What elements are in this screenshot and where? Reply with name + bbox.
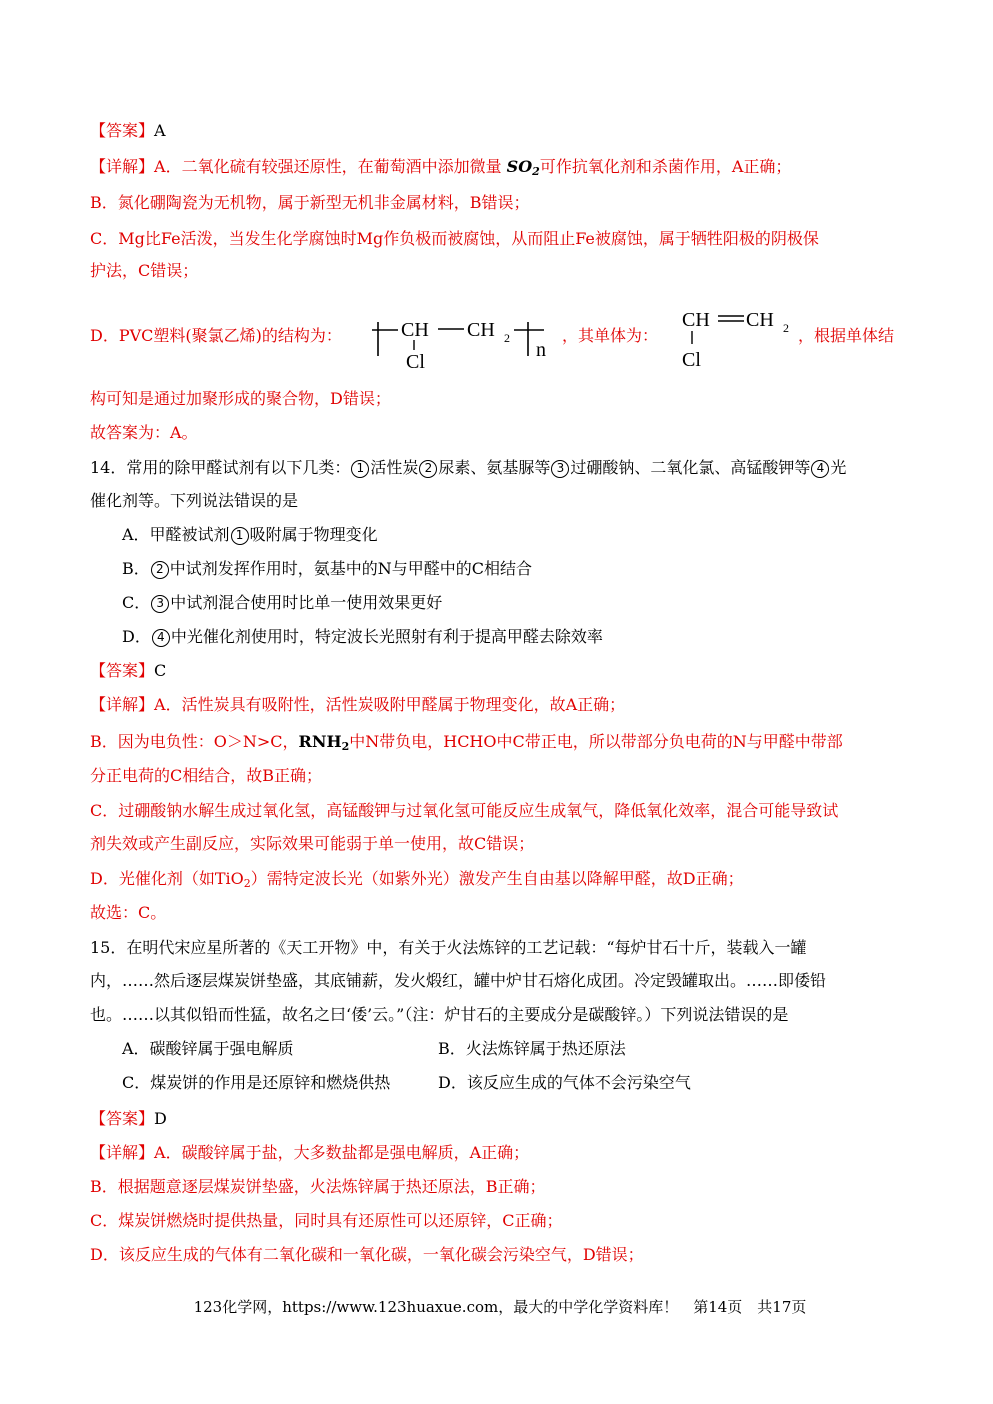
q13-detail-d-mid: ，其单体为： xyxy=(562,326,659,345)
q13-detail-d-post: ，根据单体结 xyxy=(798,326,895,345)
polymer-cl: Cl xyxy=(406,351,425,373)
q15-detail-a: 【详解】A．碳酸锌属于盐，大多数盐都是强电解质，A正确； xyxy=(90,1143,530,1162)
circled-2: 2 xyxy=(419,460,437,478)
q13-detail-d-pre: D．PVC塑料(聚氯乙烯)的结构为： xyxy=(90,326,342,345)
page-footer: 123化学网，https://www.123huaxue.com，最大的中学化学资料库！ 第14页 共17页 xyxy=(193,1298,807,1316)
monomer-ch: CH xyxy=(682,309,710,331)
so2-formula: $SO_2$ xyxy=(506,157,540,178)
circled-4: 4 xyxy=(811,460,829,478)
vinyl-chloride-monomer-structure xyxy=(680,300,800,380)
q15-stem-line2: 内，……然后逐层煤炭饼垫盛，其底铺薪，发火煅红，罐中炉甘石熔化成团。冷定毁罐取出。……即倭铅 xyxy=(90,971,827,990)
polymer-ch: CH xyxy=(401,319,429,341)
document-page xyxy=(90,0,910,1404)
q13-detail-d2: 构可知是通过加聚形成的聚合物，D错误； xyxy=(90,389,391,408)
q15-detail-b: B．根据题意逐层煤炭饼垫盛，火法炼锌属于热还原法，B正确； xyxy=(90,1177,546,1196)
polymer-n: n xyxy=(536,339,546,361)
q15-option-a: A．碳酸锌属于强电解质 xyxy=(122,1039,294,1058)
q14-answer-line: 【答案】C xyxy=(90,661,167,680)
answer-tag: 【答案】 xyxy=(90,121,155,140)
q15-option-d: D．该反应生成的气体不会污染空气 xyxy=(438,1073,691,1092)
q15-detail-d: D．该反应生成的气体有二氧化碳和一氧化碳，一氧化碳会污染空气，D错误； xyxy=(90,1245,644,1264)
q15-answer-line: 【答案】D xyxy=(90,1109,167,1128)
q15-option-b: B．火法炼锌属于热还原法 xyxy=(438,1039,626,1058)
q14-detail-b2: 分正电荷的C相结合，故B正确； xyxy=(90,766,323,785)
rnh2-formula: $RNH_2$ xyxy=(298,732,350,753)
q13-detail-c2: 护法，C错误； xyxy=(90,261,199,280)
answer-value: A xyxy=(154,121,166,140)
detail-tag: 【详解】 xyxy=(90,157,155,176)
q14-detail-d: D．光催化剂（如TiO$_2$）需特定波长光（如紫外光）激发产生自由基以降解甲醛，故D正确； xyxy=(90,869,744,890)
svg-text:2: 2 xyxy=(783,321,789,335)
q15-detail-c: C．煤炭饼燃烧时提供热量，同时具有还原性可以还原锌，C正确； xyxy=(90,1211,563,1230)
q14-option-c: C． 3 中试剂混合使用时比单一使用效果更好 xyxy=(122,593,443,612)
q14-detail-c1: C．过硼酸钠水解生成过氧化氢，高锰酸钾与过氧化氢可能反应生成氧气，降低氧化效率，混合可能导致试 xyxy=(90,801,839,820)
q15-stem-line3: 也。……以其似铅而性猛，故名之曰‘倭’云。”（注：炉甘石的主要成分是碳酸锌。）下列说法错误的是 xyxy=(90,1005,789,1024)
circled-1: 1 xyxy=(351,460,369,478)
pvc-polymer-structure xyxy=(368,300,568,380)
q15-stem-line1: 15．在明代宋应星所著的《天工开物》中，有关于火法炼锌的工艺记载：“每炉甘石十斤，装载入一罐 xyxy=(90,938,807,957)
svg-text:2: 2 xyxy=(504,331,510,345)
q14-option-d: D． 4 中光催化剂使用时，特定波长光照射有利于提高甲醛去除效率 xyxy=(122,627,603,646)
q14-detail-a: 【详解】A．活性炭具有吸附性，活性炭吸附甲醛属于物理变化，故A正确； xyxy=(90,695,626,714)
q14-conclusion: 故选：C。 xyxy=(90,903,167,922)
monomer-ch2: CH xyxy=(746,309,774,331)
q14-detail-b: B．因为电负性：O＞N>C，$RNH_2$中N带负电，HCHO中C带正电，所以带部分负电荷的N与甲醛中带部 xyxy=(90,732,843,753)
q14-detail-c2: 剂失效或产生副反应，实际效果可能弱于单一使用，故C错误； xyxy=(90,834,535,853)
q15-option-c: C．煤炭饼的作用是还原锌和燃烧供热 xyxy=(122,1073,391,1092)
q14-stem-line1: 14．常用的除甲醛试剂有以下几类： 1 活性炭 2 尿素、氨基脲等 3 过硼酸钠、二氧化氯、高锰酸钾等 4 光 xyxy=(90,458,847,477)
circled-3: 3 xyxy=(551,460,569,478)
q13-answer-line xyxy=(90,119,166,143)
q14-option-a: A．甲醛被试剂 1 吸附属于物理变化 xyxy=(122,525,378,544)
q13-detail-a: 【详解】A．二氧化硫有较强还原性，在葡萄酒中添加微量 $SO_2$可作抗氧化剂和杀菌作用，A正确； xyxy=(90,157,792,178)
q14-stem-line2: 催化剂等。下列说法错误的是 xyxy=(90,491,299,510)
q14-option-b: B． 2 中试剂发挥作用时，氨基中的N与甲醛中的C相结合 xyxy=(122,559,533,578)
q13-conclusion: 故答案为：A。 xyxy=(90,423,198,442)
monomer-cl: Cl xyxy=(682,349,701,371)
q13-detail-c1: C．Mg比Fe活泼，当发生化学腐蚀时Mg作负极而被腐蚀，从而阻止Fe被腐蚀，属于牺牲阳极的阴极保 xyxy=(90,229,819,248)
q13-detail-b: B．氮化硼陶瓷为无机物，属于新型无机非金属材料，B错误； xyxy=(90,193,530,212)
polymer-ch2: CH xyxy=(467,319,495,341)
